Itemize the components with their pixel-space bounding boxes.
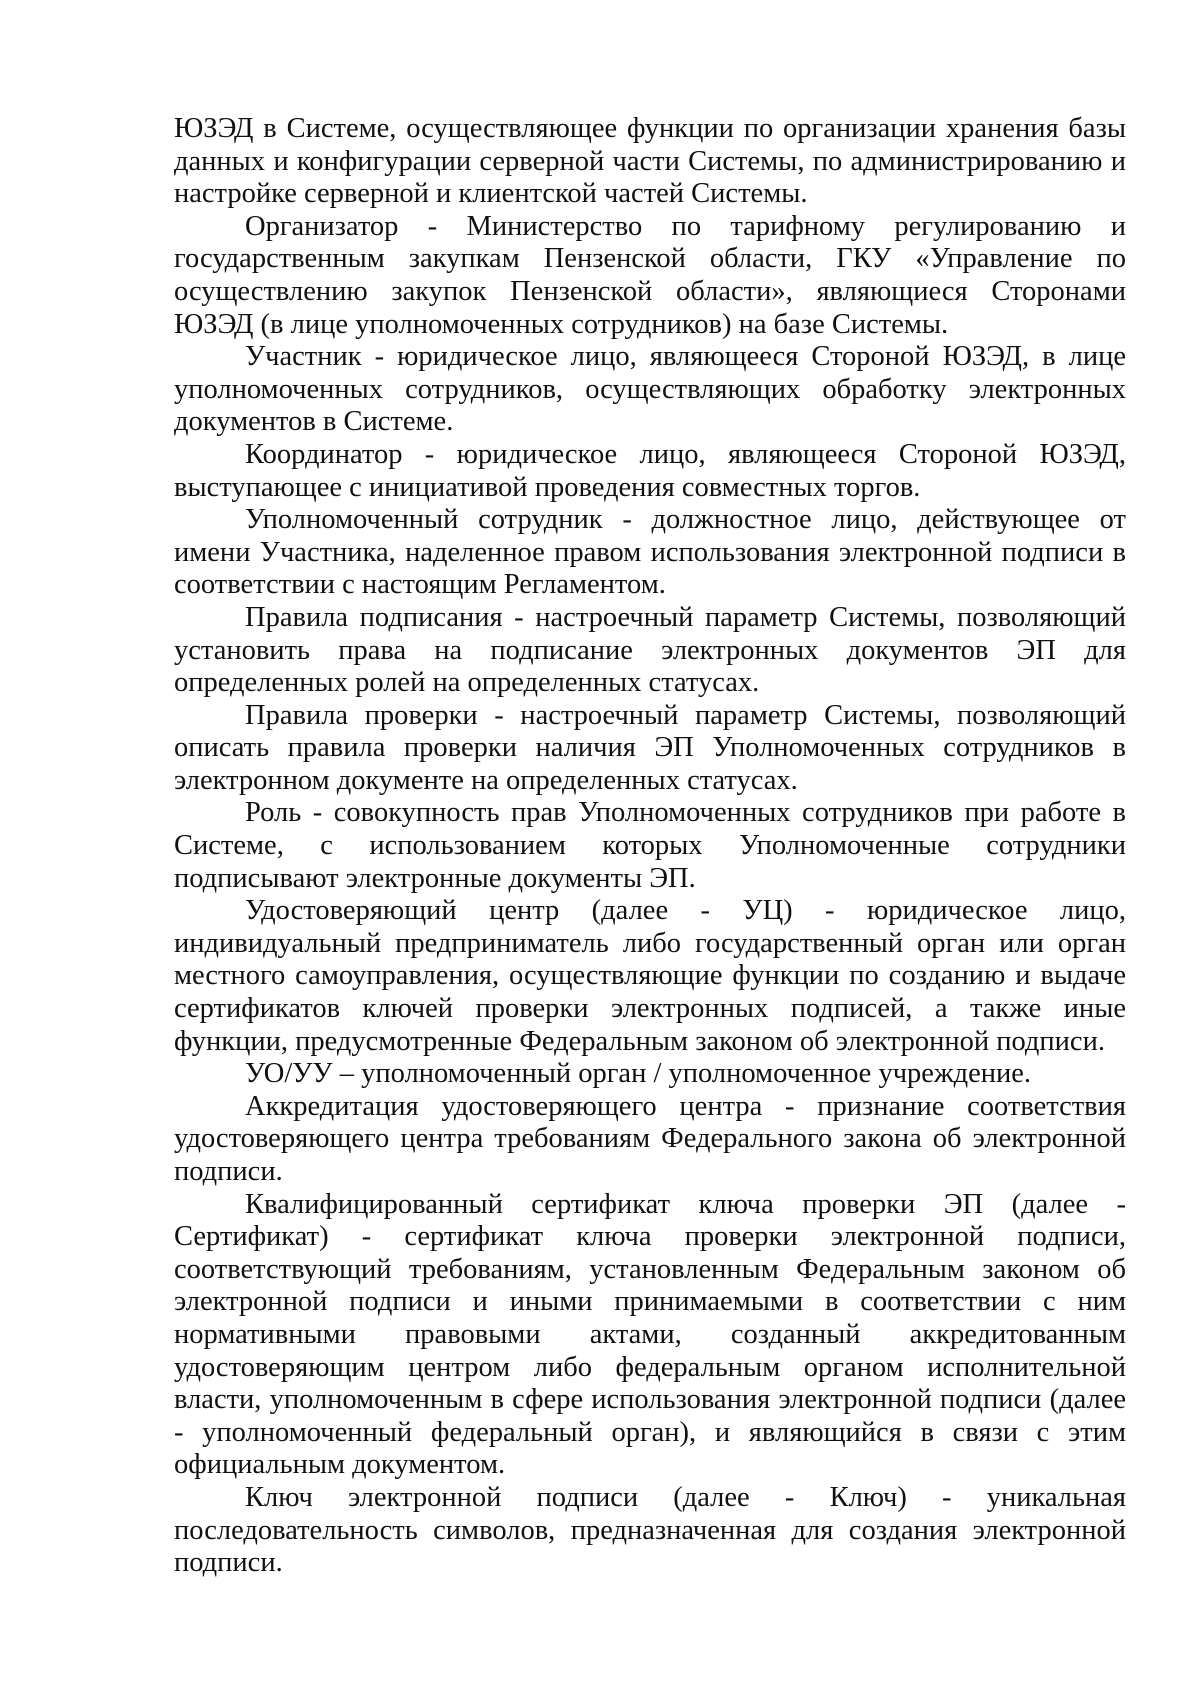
document-body — [174, 113, 1126, 1580]
paragraph-signature-key: Ключ электронной подписи (далее - Ключ) - уникальная последовательность символов, предназначенная для создания электронной подписи. — [174, 1481, 1126, 1579]
paragraph-certification-center: Удостоверяющий центр (далее - УЦ) - юридическое лицо, индивидуальный предприниматель либо государственный орган или орган местного самоуправления, осуществляющие функции по созданию и выдаче сертификатов ключей проверки электронных подписей, а также иные функции, предусмотренные Федеральным законом об электронной подписи. — [174, 895, 1126, 1057]
paragraph-admin-continuation: ЮЗЭД в Системе, осуществляющее функции по организации хранения базы данных и конфигурации серверной части Системы, по администрированию и настройке серверной и клиентской частей Системы. — [174, 113, 1126, 210]
paragraph-verification-rules: Правила проверки - настроечный параметр Системы, позволяющий описать правила проверки наличия ЭП Уполномоченных сотрудников в электронном документе на определенных статусах. — [174, 699, 1126, 796]
paragraph-participant: Участник - юридическое лицо, являющееся Стороной ЮЗЭД, в лице уполномоченных сотрудников, осуществляющих обработку электронных документов в Системе. — [174, 341, 1126, 438]
paragraph-signing-rules: Правила подписания - настроечный параметр Системы, позволяющий установить права на подписание электронных документов ЭП для определенных ролей на определенных статусах. — [174, 601, 1126, 699]
paragraph-organizer: Организатор - Министерство по тарифному регулированию и государственным закупкам Пензенской области, ГКУ «Управление по осуществлению закупок Пензенской области», являющиеся Сторонами ЮЗЭД (в лице уполномоченных сотрудников) на базе Системы. — [174, 210, 1126, 340]
paragraph-uo-uu: УО/УУ – уполномоченный орган / уполномоченное учреждение. — [245, 1058, 1032, 1090]
paragraph-authorized-employee: Уполномоченный сотрудник - должностное лицо, действующее от имени Участника, наделенное правом использования электронной подписи в соответствии с настоящим Регламентом. — [174, 504, 1126, 601]
paragraph-accreditation: Аккредитация удостоверяющего центра - признание соответствия удостоверяющего центра требованиям Федерального закона об электронной подписи. — [174, 1090, 1126, 1187]
paragraph-role: Роль - совокупность прав Уполномоченных сотрудников при работе в Системе, с использованием которых Уполномоченные сотрудники подписывают электронные документы ЭП. — [174, 797, 1126, 894]
paragraph-coordinator: Координатор - юридическое лицо, являющееся Стороной ЮЗЭД, выступающее с инициативой проведения совместных торгов. — [174, 438, 1126, 503]
paragraph-qualified-certificate: Квалифицированный сертификат ключа проверки ЭП (далее - Сертификат) - сертификат ключа проверки электронной подписи, соответствующий требованиям, установленным Федеральным законом об электронной подписи и иными принимаемыми в соответствии с ним нормативными правовыми актами, созданный аккредитованным удостоверяющим центром либо федеральным органом исполнительной власти, уполномоченным в сфере использования электронной подписи (далее - уполномоченный федеральный орган), и являющийся в связи с этим официальным документом. — [174, 1188, 1126, 1481]
